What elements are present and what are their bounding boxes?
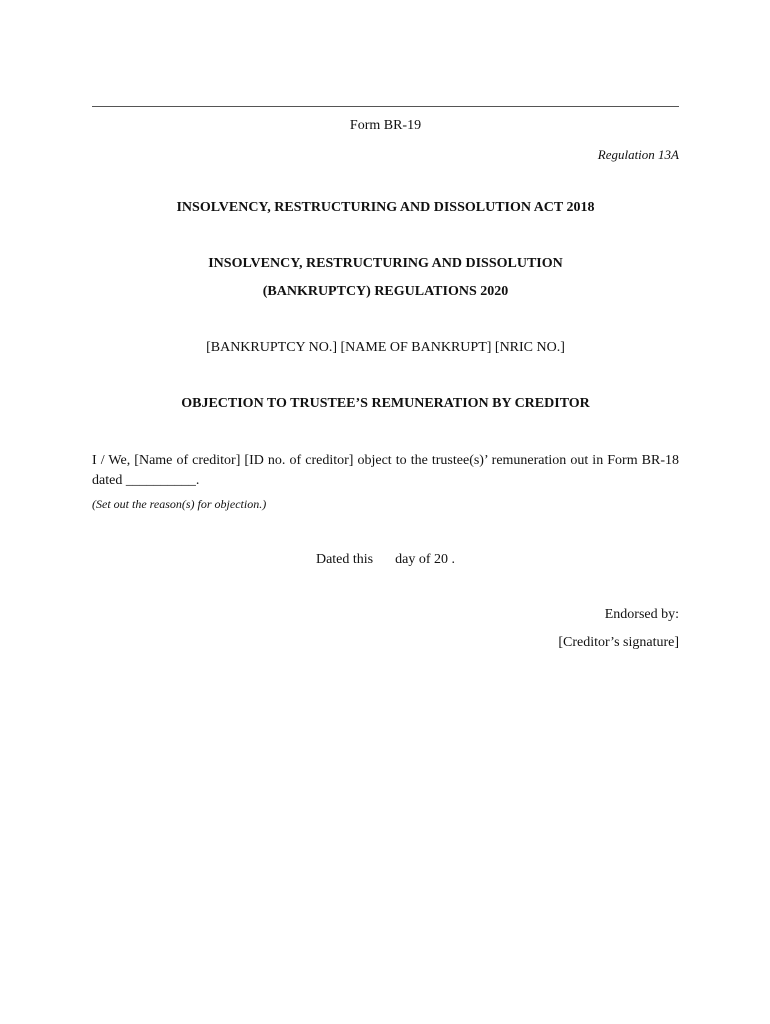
top-rule (92, 106, 679, 107)
form-number: Form BR-19 (349, 118, 422, 133)
document-heading: OBJECTION TO TRUSTEE’S REMUNERATION BY CREDITOR (181, 396, 590, 411)
objection-statement: I / We, [Name of creditor] [ID no. of creditor] object to the trustee(s)’ remuneration out in Form BR-18 dated __________. (92, 453, 679, 488)
creditor-signature-placeholder: [Creditor’s signature] (558, 635, 679, 650)
regulation-reference: Regulation 13A (597, 147, 679, 162)
act-title: INSOLVENCY, RESTRUCTURING AND DISSOLUTION ACT 2018 (176, 200, 595, 215)
endorsed-label: Endorsed by: (604, 607, 679, 622)
regulations-title-line2: (BANKRUPTCY) REGULATIONS 2020 (262, 284, 509, 299)
case-reference: [BANKRUPTCY NO.] [NAME OF BANKRUPT] [NRIC NO.] (206, 340, 565, 355)
reason-note: (Set out the reason(s) for objection.) (92, 497, 267, 511)
dated-prefix: Dated this (315, 552, 374, 567)
dated-line (92, 552, 679, 568)
regulations-title-line1: INSOLVENCY, RESTRUCTURING AND DISSOLUTION (208, 256, 563, 271)
dated-suffix: day of 20 . (395, 552, 456, 567)
